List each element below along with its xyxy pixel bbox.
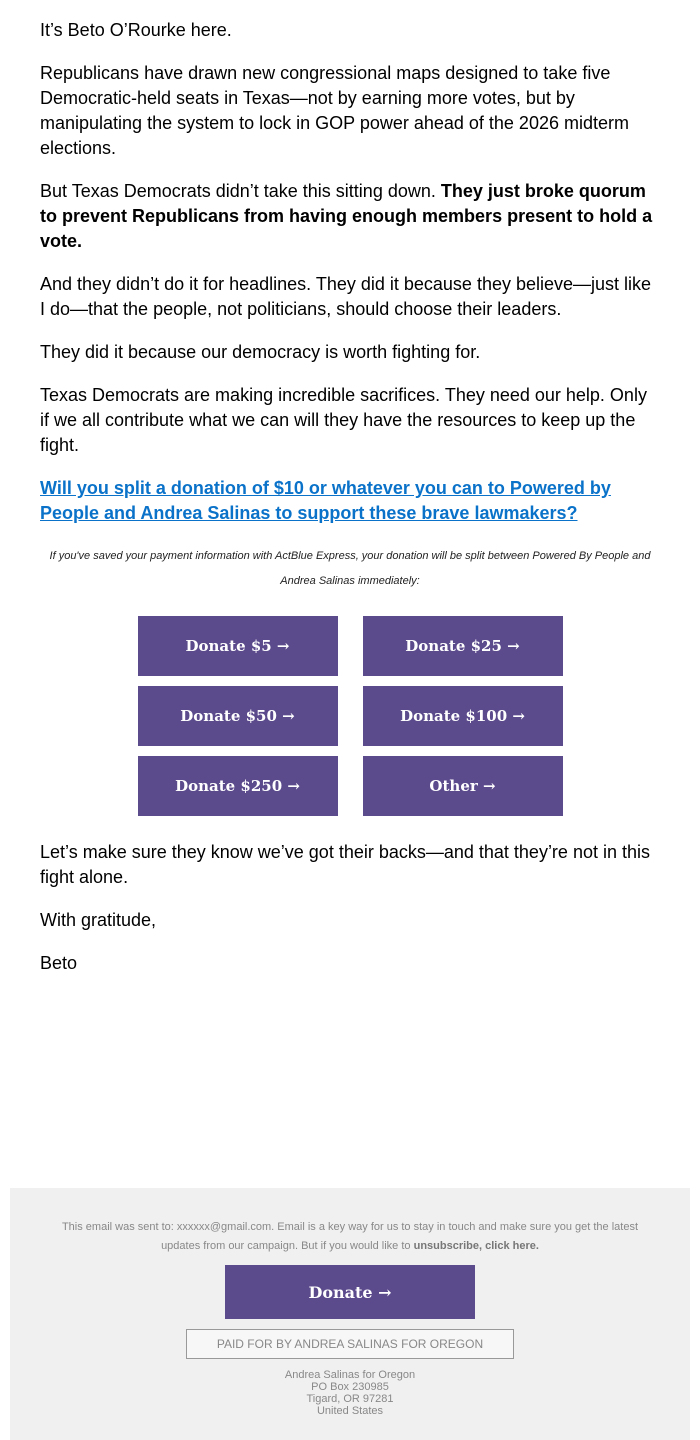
email-footer: [10, 1188, 690, 1440]
donate-50-button[interactable]: Donate $50 →: [138, 686, 338, 746]
donate-5-button[interactable]: Donate $5 →: [138, 616, 338, 676]
paragraph-3: And they didn’t do it for headlines. They did it because they believe—just like I do—that the people, not politicians, should choose their leaders.: [40, 274, 652, 319]
paragraph-1: Republicans have drawn new congressional maps designed to take five Democratic-held seats in Texas—not by earning more votes, but by manipulating the system to lock in GOP power ahead of the 2026 midterm elections.: [40, 63, 629, 158]
donate-25-button[interactable]: Donate $25 →: [363, 616, 563, 676]
donate-250-button[interactable]: Donate $250 →: [138, 756, 338, 816]
paragraph-2: [40, 179, 660, 254]
address-line: United States: [316, 1405, 384, 1417]
paragraph-2-bold: They just broke quorum to prevent Republicans from having enough members present to hold a vote.: [40, 181, 653, 251]
actblue-express-note: If you've saved your payment information with ActBlue Express, your donation will be split between Powered By People and Andrea Salinas immediately:: [49, 550, 651, 587]
paragraph-4: They did it because our democracy is worth fighting for.: [40, 342, 481, 362]
mailing-address: [10, 1369, 690, 1417]
donate-button-grid: [40, 616, 660, 816]
unsubscribe-link[interactable]: unsubscribe, click here.: [413, 1240, 539, 1252]
address-line: PO Box 230985: [311, 1381, 389, 1393]
footer-donate-button[interactable]: Donate →: [225, 1265, 475, 1319]
signature: Beto: [40, 953, 78, 973]
paid-for-disclaimer: PAID FOR BY ANDREA SALINAS FOR OREGON: [186, 1329, 514, 1359]
paragraph-6: Let’s make sure they know we’ve got their backs—and that they’re not in this fight alone.: [40, 842, 650, 887]
closing: With gratitude,: [40, 910, 157, 930]
donate-other-button[interactable]: Other →: [363, 756, 563, 816]
address-line: Andrea Salinas for Oregon: [284, 1369, 416, 1381]
donation-ask-link[interactable]: Will you split a donation of $10 or whatever you can to Powered by People and Andrea Salinas to support these brave lawmakers?: [40, 478, 611, 523]
spacer: [0, 994, 700, 1188]
footer-sent-text: This email was sent to: xxxxxx@gmail.com. Email is a key way for us to stay in touch and make sure you get the latest updates from our campaign. But if you would like to: [61, 1221, 639, 1252]
footer-sent-notice: [10, 1218, 690, 1256]
address-line: Tigard, OR 97281: [306, 1393, 394, 1405]
greeting: It’s Beto O’Rourke here.: [40, 20, 232, 40]
paragraph-5: Texas Democrats are making incredible sacrifices. They need our help. Only if we all contribute what we can will they have the resources to keep up the fight.: [40, 385, 647, 455]
donate-100-button[interactable]: Donate $100 →: [363, 686, 563, 746]
paragraph-2-text: But Texas Democrats didn’t take this sitting down.: [40, 181, 441, 201]
